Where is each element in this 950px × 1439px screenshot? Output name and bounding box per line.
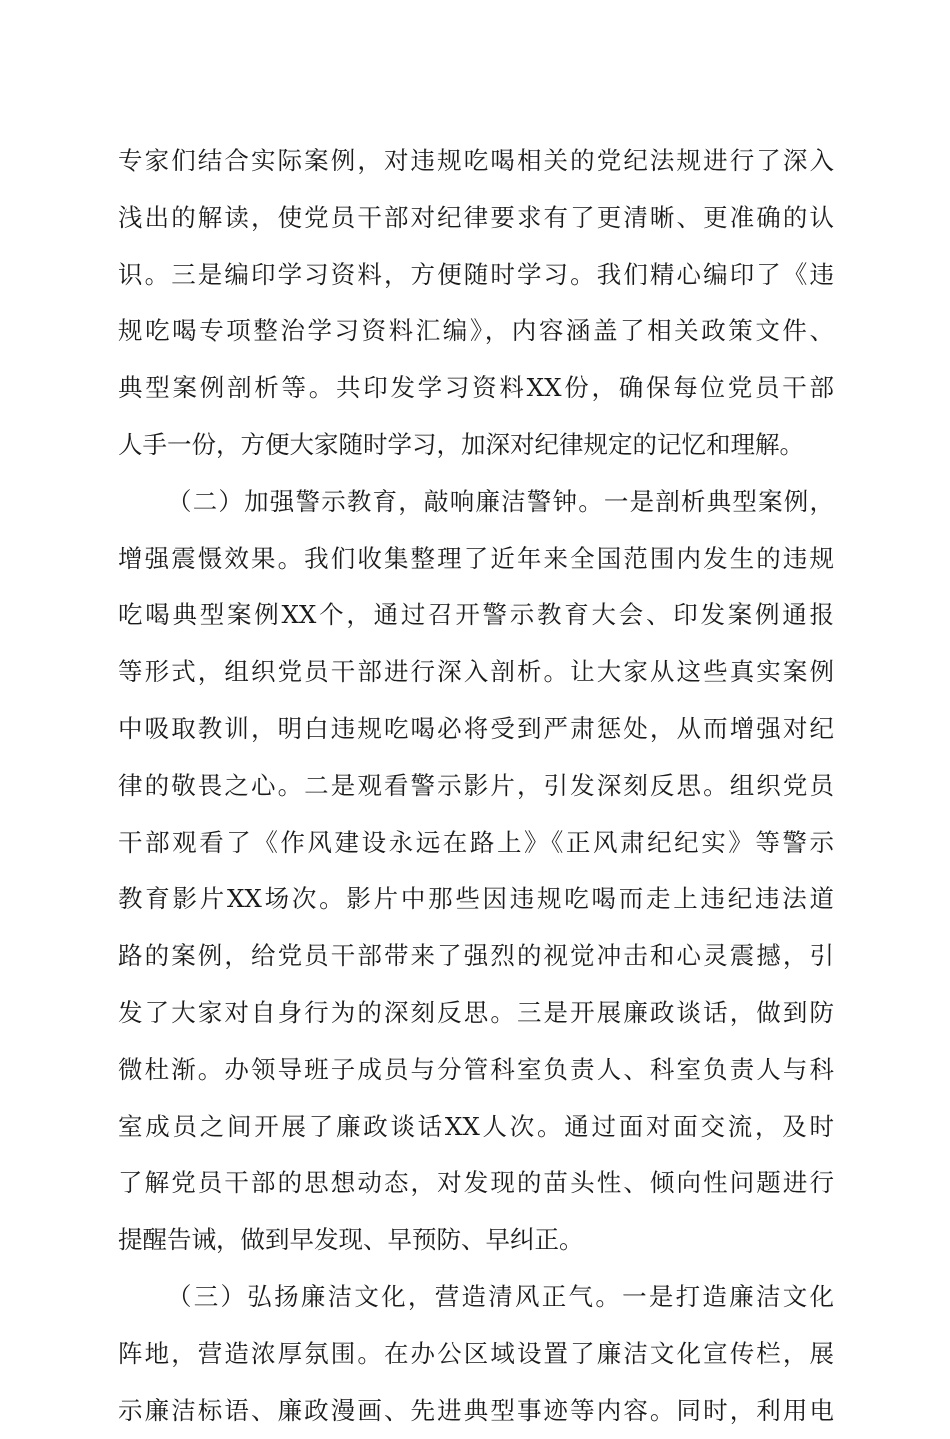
text-line: 识。三是编印学习资料，方便随时学习。我们精心编印了《违 [118,259,834,289]
text-line: 典型案例剖析等。共印发学习资料XX份，确保每位党员干部 [118,373,834,403]
text-line: 室成员之间开展了廉政谈话XX人次。通过面对面交流，及时 [118,1111,834,1141]
text-line: 干部观看了《作风建设永远在路上》《正风肃纪纪实》等警示 [118,827,834,857]
text-line: 浅出的解读，使党员干部对纪律要求有了更清晰、更准确的认 [118,202,834,232]
body-text [118,133,834,1439]
text-line: 律的敬畏之心。二是观看警示影片，引发深刻反思。组织党员 [118,770,834,800]
text-line: 示廉洁标语、廉政漫画、先进典型事迹等内容。同时，利用电 [118,1395,834,1425]
paragraph-heading-line: （二）加强警示教育，敲响廉洁警钟。一是剖析典型案例， [167,486,834,516]
text-line: 发了大家对自身行为的深刻反思。三是开展廉政谈话，做到防 [118,997,834,1027]
text-line: 微杜渐。办领导班子成员与分管科室负责人、科室负责人与科 [118,1054,834,1084]
text-line: 增强震慑效果。我们收集整理了近年来全国范围内发生的违规 [118,543,834,573]
text-line: 专家们结合实际案例，对违规吃喝相关的党纪法规进行了深入 [118,146,834,175]
text-line: 人手一份，方便大家随时学习，加深对纪律规定的记忆和理解。 [118,429,804,459]
text-line: 路的案例，给党员干部带来了强烈的视觉冲击和心灵震撼，引 [118,941,834,971]
text-line: 规吃喝专项整治学习资料汇编》，内容涵盖了相关政策文件、 [118,316,834,346]
text-line: 等形式，组织党员干部进行深入剖析。让大家从这些真实案例 [118,657,834,687]
text-line: 阵地，营造浓厚氛围。在办公区域设置了廉洁文化宣传栏，展 [118,1338,834,1368]
text-line: 了解党员干部的思想动态，对发现的苗头性、倾向性问题进行 [118,1168,834,1198]
text-line: 提醒告诫，做到早发现、早预防、早纠正。 [118,1225,584,1255]
text-line: 教育影片XX场次。影片中那些因违规吃喝而走上违纪违法道 [118,884,834,914]
paragraph-heading-line: （三）弘扬廉洁文化，营造清风正气。一是打造廉洁文化 [167,1281,834,1311]
text-line: 中吸取教训，明白违规吃喝必将受到严肃惩处，从而增强对纪 [118,713,834,743]
text-line: 吃喝典型案例XX个，通过召开警示教育大会、印发案例通报 [118,600,834,630]
